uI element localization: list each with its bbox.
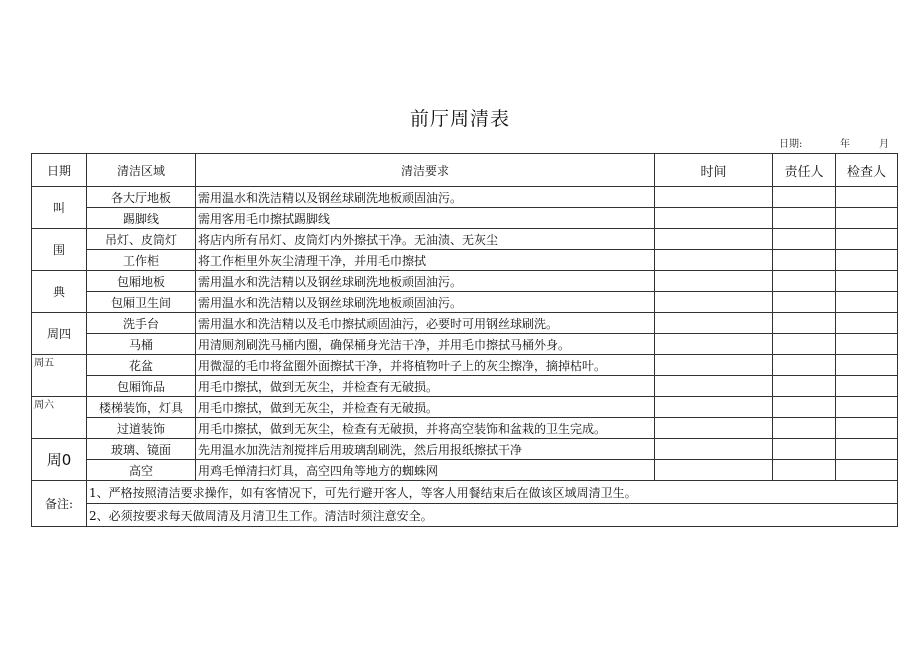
time-cell[interactable] [655,250,773,271]
date-year-label: 年 [840,139,850,150]
requirement-cell: 先用温水加洗洁剂搅拌后用玻璃刮刷洗，然后用报纸擦拭干净 [196,439,655,460]
table-row [32,376,898,397]
responsible-cell[interactable] [773,229,836,250]
inspector-cell[interactable] [836,355,898,376]
note-line: 2、必须按要求每天做周清及月清卫生工作。清洁时须注意安全。 [87,504,898,527]
notes-label: 备注: [32,481,87,527]
area-cell: 各大厅地板 [87,187,196,208]
inspector-cell[interactable] [836,313,898,334]
inspector-cell[interactable] [836,292,898,313]
header-requirement: 清洁要求 [196,154,655,187]
notes-row [32,504,898,527]
responsible-cell[interactable] [773,250,836,271]
responsible-cell[interactable] [773,313,836,334]
requirement-cell: 用鸡毛惮清扫灯具，高空四角等地方的蜘蛛网 [196,460,655,481]
area-cell: 马桶 [87,334,196,355]
header-responsible: 责任人 [773,154,836,187]
day-cell: 周0 [32,439,87,481]
area-cell: 玻璃、镜面 [87,439,196,460]
area-cell: 包厢地板 [87,271,196,292]
day-cell: 典 [32,271,87,313]
time-cell[interactable] [655,355,773,376]
day-cell: 周四 [32,313,87,355]
table-row [32,292,898,313]
responsible-cell[interactable] [773,460,836,481]
requirement-cell: 用毛巾擦拭，做到无灰尘，检查有无破损，并将高空装饰和盆栽的卫生完成。 [196,418,655,439]
time-cell[interactable] [655,397,773,418]
area-cell: 吊灯、皮筒灯 [87,229,196,250]
header-inspector: 检查人 [836,154,898,187]
weekly-cleaning-table [31,153,898,527]
responsible-cell[interactable] [773,271,836,292]
responsible-cell[interactable] [773,376,836,397]
table-row [32,187,898,208]
notes-row [32,481,898,504]
table-row [32,229,898,250]
responsible-cell[interactable] [773,208,836,229]
time-cell[interactable] [655,187,773,208]
date-month-label: 月 [879,139,889,150]
table-row [32,271,898,292]
table-row [32,439,898,460]
responsible-cell[interactable] [773,418,836,439]
table-row [32,208,898,229]
inspector-cell[interactable] [836,376,898,397]
responsible-cell[interactable] [773,187,836,208]
time-cell[interactable] [655,376,773,397]
requirement-cell: 用毛巾擦拭，做到无灰尘，并检查有无破损。 [196,376,655,397]
header-time: 时间 [655,154,773,187]
area-cell: 工作柜 [87,250,196,271]
date-label: 日期: [779,139,803,150]
requirement-cell: 将店内所有吊灯、皮筒灯内外擦拭干净。无油渍、无灰尘 [196,229,655,250]
day-cell: 围 [32,229,87,271]
table-row [32,460,898,481]
responsible-cell[interactable] [773,355,836,376]
area-cell: 洗手台 [87,313,196,334]
area-cell: 过道装饰 [87,418,196,439]
header-date: 日期 [32,154,87,187]
inspector-cell[interactable] [836,187,898,208]
inspector-cell[interactable] [836,418,898,439]
table-row [32,418,898,439]
responsible-cell[interactable] [773,439,836,460]
requirement-cell: 需用温水和洗洁精以及钢丝球刷洗地板顽固油污。 [196,292,655,313]
inspector-cell[interactable] [836,229,898,250]
table-row [32,355,898,376]
inspector-cell[interactable] [836,460,898,481]
time-cell[interactable] [655,208,773,229]
inspector-cell[interactable] [836,271,898,292]
inspector-cell[interactable] [836,439,898,460]
inspector-cell[interactable] [836,334,898,355]
note-line: 1、严格按照清洁要求操作，如有客情况下，可先行避开客人，等客人用餐结束后在做该区域周清卫生。 [87,481,898,504]
time-cell[interactable] [655,439,773,460]
requirement-cell: 需用温水和洗洁精以及毛巾擦拭顽固油污，必要时可用钢丝球刷洗。 [196,313,655,334]
inspector-cell[interactable] [836,250,898,271]
inspector-cell[interactable] [836,208,898,229]
responsible-cell[interactable] [773,334,836,355]
area-cell: 包厢饰品 [87,376,196,397]
requirement-cell: 用微湿的毛巾将盆圈外面擦拭干净，并将植物叶子上的灰尘擦净，摘掉枯叶。 [196,355,655,376]
time-cell[interactable] [655,292,773,313]
requirement-cell: 需用温水和洗洁精以及钢丝球刷洗地板顽固油污。 [196,271,655,292]
requirement-cell: 将工作柜里外灰尘清理干净，并用毛巾擦拭 [196,250,655,271]
table-row [32,313,898,334]
requirement-cell: 需用温水和洗洁精以及钢丝球刷洗地板顽固油污。 [196,187,655,208]
time-cell[interactable] [655,313,773,334]
area-cell: 包厢卫生间 [87,292,196,313]
time-cell[interactable] [655,418,773,439]
requirement-cell: 用清厕剂刷洗马桶内圈，确保桶身光洁干净，并用毛巾擦拭马桶外身。 [196,334,655,355]
day-cell: 周五 [32,355,87,397]
page-title: 前厅周清表 [409,108,510,130]
table-row [32,334,898,355]
header-area: 清洁区域 [87,154,196,187]
responsible-cell[interactable] [773,397,836,418]
time-cell[interactable] [655,334,773,355]
requirement-cell: 需用客用毛巾擦拭踢脚线 [196,208,655,229]
table-row [32,397,898,418]
inspector-cell[interactable] [836,397,898,418]
area-cell: 楼梯装饰，灯具 [87,397,196,418]
time-cell[interactable] [655,229,773,250]
header-row [32,154,898,187]
responsible-cell[interactable] [773,292,836,313]
day-cell: 叫 [32,187,87,229]
day-cell: 周六 [32,397,87,439]
area-cell: 踢脚线 [87,208,196,229]
area-cell: 高空 [87,460,196,481]
table-row [32,250,898,271]
time-cell[interactable] [655,271,773,292]
time-cell[interactable] [655,460,773,481]
area-cell: 花盆 [87,355,196,376]
requirement-cell: 用毛巾擦拭，做到无灰尘，并检查有无破损。 [196,397,655,418]
